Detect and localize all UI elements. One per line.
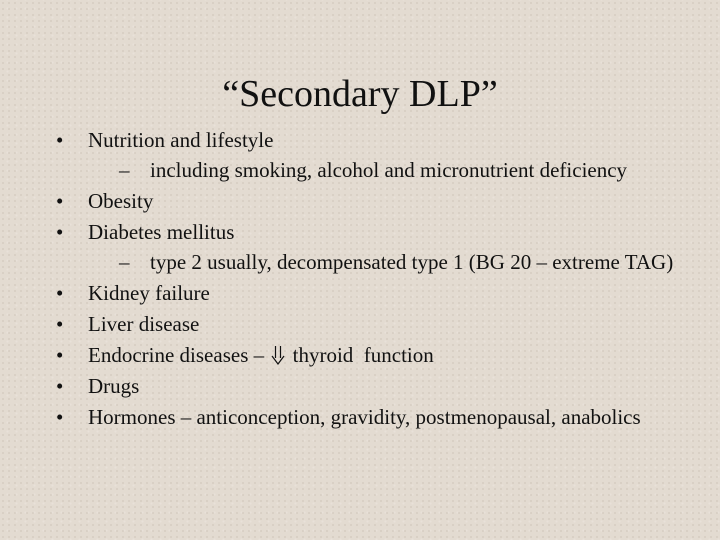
list-item-drugs bbox=[56, 374, 696, 399]
slide-title: “Secondary DLP” bbox=[222, 73, 498, 115]
sub-dash: – bbox=[119, 158, 130, 182]
list-item-obesity bbox=[56, 189, 696, 214]
bullet-dot: • bbox=[56, 343, 64, 367]
list-item-text: Kidney failure bbox=[88, 281, 210, 305]
list-item-diabetes bbox=[56, 220, 696, 275]
sub-item-text: including smoking, alcohol and micronutrient deficiency bbox=[150, 158, 628, 182]
bullet-dot: • bbox=[56, 312, 64, 336]
bullet-dot: • bbox=[56, 374, 64, 398]
bullet-dot: • bbox=[56, 220, 64, 244]
list-item-text-after: thyroid function bbox=[292, 343, 434, 367]
list-item-text: Liver disease bbox=[88, 312, 200, 336]
sub-item bbox=[119, 250, 696, 275]
sub-item-text: type 2 usually, decompensated type 1 (BG 20 – extreme TAG) bbox=[150, 250, 674, 274]
sub-item bbox=[119, 158, 696, 183]
list-item-text: Obesity bbox=[88, 189, 154, 213]
bullet-dot: • bbox=[56, 405, 64, 429]
list-item-nutrition bbox=[56, 128, 696, 183]
list-item-kidney bbox=[56, 281, 696, 306]
list-item-liver bbox=[56, 312, 696, 337]
list-item-hormones bbox=[56, 405, 696, 430]
list-item-endocrine bbox=[56, 343, 696, 368]
list-item-text-before: Endocrine diseases – bbox=[88, 343, 265, 367]
list-item-text: Drugs bbox=[88, 374, 140, 398]
list-item-text: Nutrition and lifestyle bbox=[88, 128, 274, 152]
bullet-dot: • bbox=[56, 281, 64, 305]
down-arrow-icon bbox=[271, 345, 285, 365]
bullet-dot: • bbox=[56, 128, 64, 152]
list-item-text: Diabetes mellitus bbox=[88, 220, 235, 244]
list-item-text: Hormones – anticonception, gravidity, postmenopausal, anabolics bbox=[88, 405, 641, 429]
bullet-list bbox=[56, 128, 696, 430]
sub-dash: – bbox=[119, 250, 130, 274]
bullet-dot: • bbox=[56, 189, 64, 213]
